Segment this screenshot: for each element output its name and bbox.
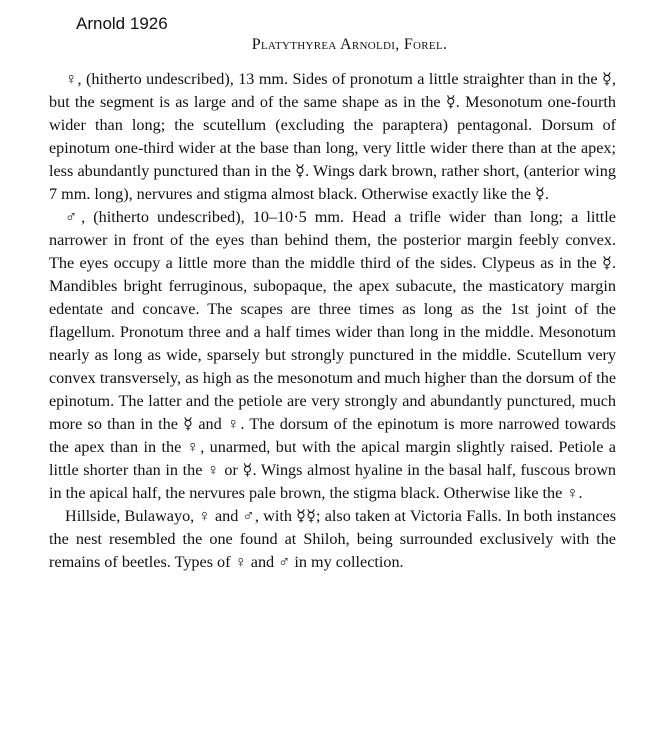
male-description-paragraph: ♂, (hitherto undescribed), 10–10·5 mm. Head a trifle wider than long; a little narrower in front of the eyes than behind them, the posterior margin feebly convex. The eyes occupy a little more than the middle third of the sides. Clypeus as in the ☿. Mandibles bright ferruginous, subopaque, the apex subacute, the masticatory margin edentate and concave. The scapes are three times as long as the 1st joint of the flagellum. Pronotum three and a half times wider than long in the middle. Mesonotum nearly as long as wide, sparsely but strongly punctured in the middle. Scutellum very convex transversely, as high as the mesonotum and much higher than the dorsum of the epinotum. The latter and the petiole are very strongly and abundantly punctured, much more so than in the ☿ and ♀. The dorsum of the epinotum is more narrowed towards the apex than in the ♀, unarmed, but with the apical margin slightly raised. Petiole a little shorter than in the ♀ or ☿. Wings almost hyaline in the basal half, fuscous brown in the apical half, the nervures pale brown, the stigma black. Otherwise like the ♀. xyxy=(49,208,616,502)
species-title xyxy=(0,36,659,54)
species-title-text: Platythyrea Arnoldi, Forel. xyxy=(251,36,448,53)
locality-paragraph: Hillside, Bulawayo, ♀ and ♂, with ☿☿; also taken at Victoria Falls. In both instances the nest resembled the one found at Shiloh, being surrounded exclusively with the remains of beetles. Types of ♀ and ♂ in my collection. xyxy=(49,507,616,571)
description-body xyxy=(49,68,616,574)
female-description-paragraph: ♀, (hitherto undescribed), 13 mm. Sides of pronotum a little straighter than in the ☿, but the segment is as large and of the same shape as in the ☿. Mesonotum one-fourth wider than long; the scutellum (excluding the paraptera) pentagonal. Dorsum of epinotum one-third wider at the base than long, very little wider there than at the apex; less abundantly punctured than in the ☿. Wings dark brown, rather short, (anterior wing 7 mm. long), nervures and stigma almost black. Otherwise exactly like the ☿. xyxy=(49,70,616,203)
citation-label: Arnold 1926 xyxy=(76,14,168,33)
